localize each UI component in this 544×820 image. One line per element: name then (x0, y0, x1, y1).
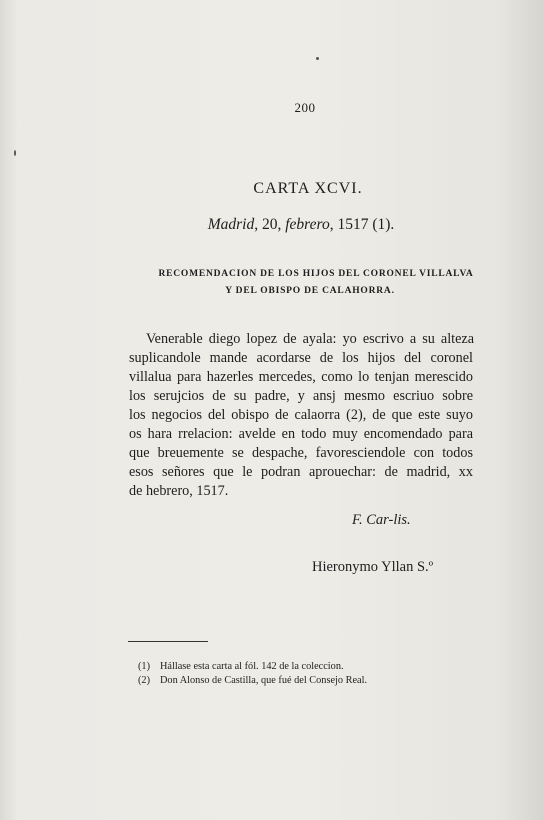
body-line-1: Venerable diego lopez de ayala: yo escrivo a su alteza (146, 331, 474, 347)
closing-signature: F. Car-lis. (352, 512, 411, 528)
body-line-2: suplicandole mande acordarse de los hijos del coronel (129, 350, 473, 366)
body-line-7: que breuemente se despache, favoresciendole con todos (129, 445, 473, 461)
body-line-6: os hara rrelacion: avelde en todo muy encomendado para (129, 426, 473, 442)
body-line-8: esos señores que le podran aprouechar: de madrid, xx (129, 464, 473, 480)
dateline-month: febrero (285, 216, 330, 233)
footnote-mark: (2) (138, 675, 151, 686)
footnote-text: Don Alonso de Castilla, que fué del Consejo Real. (160, 675, 368, 686)
body-line-5: los negocios del obispo de calaorra (2), de que este suyo (129, 407, 473, 423)
footnote-divider (128, 641, 208, 642)
letter-title: CARTA XCVI. (253, 180, 363, 197)
page-number: 200 (294, 100, 316, 115)
body-line-4: los serujcios de su padre, y ansj mesmo escriuo sobre (129, 388, 473, 404)
secretary-signature: Hieronymo Yllan S.º (312, 559, 434, 575)
footnote-2 (138, 675, 468, 686)
dateline-day: , 20, (254, 216, 286, 233)
dateline-place: Madrid (207, 216, 255, 233)
footnote-1 (138, 661, 468, 672)
ink-speck (14, 150, 16, 156)
footnote-text: Hállase esta carta al fól. 142 de la coleccion. (160, 661, 344, 672)
footnote-mark: (1) (138, 661, 151, 672)
ink-speck (316, 57, 319, 60)
summary-line-1: RECOMENDACION DE LOS HIJOS DEL CORONEL VILLALVA (158, 269, 474, 279)
letter-dateline (0, 216, 544, 234)
body-line-9: de hebrero, 1517. (129, 483, 229, 499)
summary-line-2: Y DEL OBISPO DE CALAHORRA. (225, 286, 395, 296)
dateline-year: , 1517 (1). (329, 216, 395, 233)
body-line-3: villalua para hazerles mercedes, como lo tenjan merescido (129, 369, 473, 385)
